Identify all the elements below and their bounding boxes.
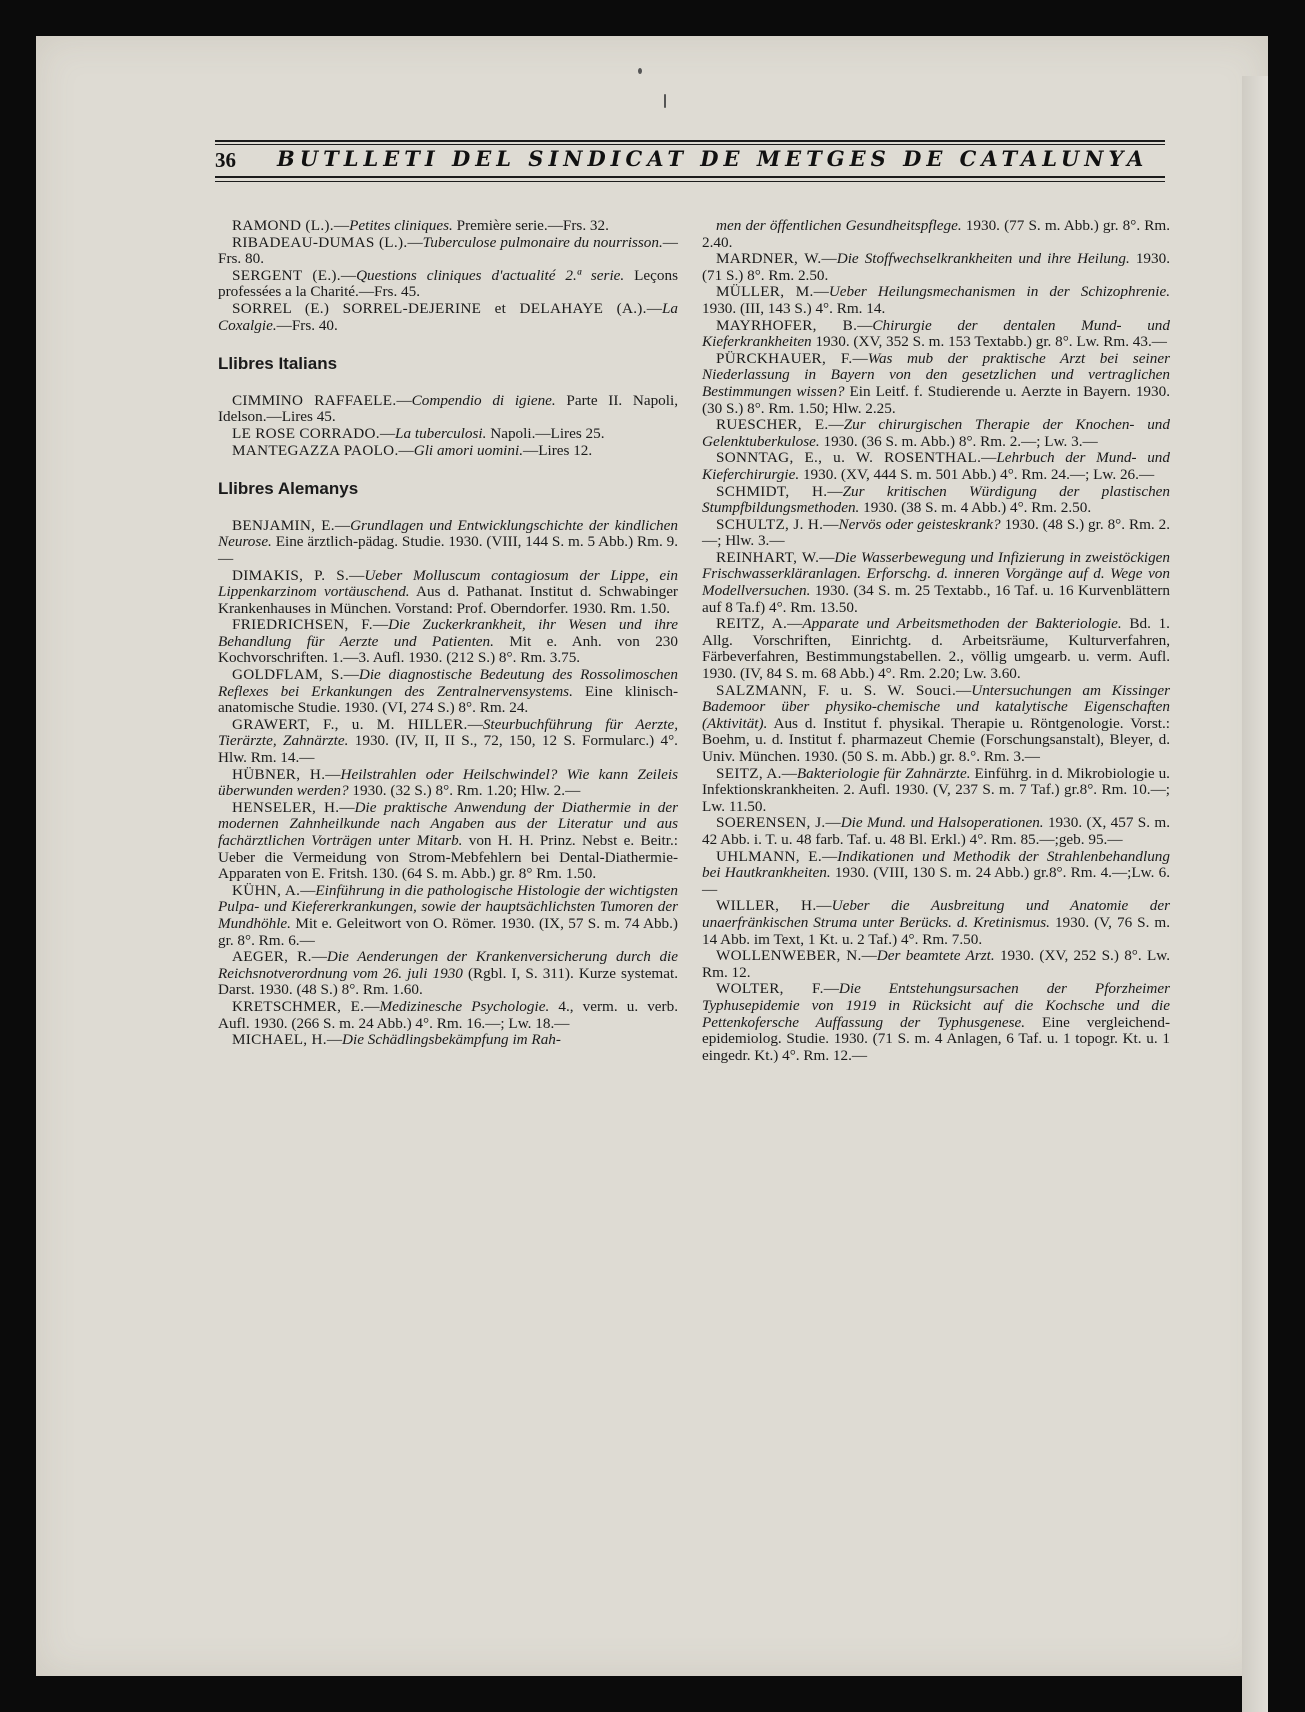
entry-author: CIMMINO RAFFAELE. <box>232 391 397 409</box>
entry-author: MAYRHOFER, B. <box>716 316 858 334</box>
entry-title: Heilstrahlen oder Heilschwindel? Wie kann Zeileis überwunden werden? <box>218 765 678 800</box>
entry-details: Napoli.—Lires 25. <box>486 424 605 442</box>
bibliography-entry <box>218 218 678 235</box>
bibliography-entry <box>702 351 1170 417</box>
ink-speck <box>638 68 642 74</box>
entry-title: Ueber die Ausbreitung und Anatomie der unaerfränkischen Struma unter Berücks. d. Kretinismus. <box>702 897 1170 931</box>
entry-details: 1930. (38 S. m. 4 Abb.) 4°. Rm. 2.50. <box>859 499 1092 517</box>
header-rule-bottom <box>215 176 1165 178</box>
entry-details: 1930. (32 S.) 8°. Rm. 1.20; Hlw. 2.— <box>348 782 581 800</box>
entry-author: REINHART, W. <box>716 548 820 566</box>
entry-title: Die Entstehungsursachen der Pforzheimer Typhusepidemie von 1919 in Rücksicht auf die Kochsche und die Pettenkofersche Auffassung der Typhusgenese. <box>702 980 1170 1031</box>
entry-dash: — <box>828 416 844 434</box>
bibliography-entry <box>218 301 678 334</box>
entry-author: AEGER, R. <box>232 948 312 966</box>
bibliography-entry <box>702 766 1170 816</box>
entry-dash: — <box>340 266 357 284</box>
page-edge <box>1242 76 1268 1712</box>
entry-details: 1930. (VIII, 130 S. m. 24 Abb.) gr.8°. Rm. 4.—;Lw. 6.— <box>702 864 1171 898</box>
entry-title: Ueber Molluscum contagiosum der Lippe, ein Lippenkarzinom vortäuschend. <box>218 566 678 601</box>
entry-details: Bd. 1. Allg. Vorschriften, Einrichtg. d. Arbeitsräume, Kulturverfahren, Färbeverfahren, Bestimmungstabellen. 2., völlig umgearb. u. verm. Aufl. 1930. (IV, 84 S. m. 68 Abb.) 4°. Rm. 2.20; Lw. 3.60. <box>702 615 1170 683</box>
entry-author: MICHAEL, H. <box>232 1031 327 1049</box>
entry-details: 1930. (XV, 444 S. m. 501 Abb.) 4°. Rm. 24.—; Lw. 26.— <box>799 465 1155 483</box>
entry-title: Die Zuckerkrankheit, ihr Wesen und ihre Behandlung für Aerzte und Patienten. <box>218 616 678 650</box>
bibliography-entry <box>702 981 1170 1064</box>
entry-author: SOERENSEN, J. <box>716 814 826 832</box>
entry-details: 1930. (71 S.) 8°. Rm. 2.50. <box>702 250 1170 284</box>
german-entries <box>218 518 678 1049</box>
entry-title: La tuberculosi. <box>395 424 487 442</box>
entry-title: Untersuchungen am Kissinger Bademoor über physiko-chemische und katalytische Eigenschaften (Aktivität). <box>702 681 1170 732</box>
bibliography-entry <box>702 683 1170 766</box>
entry-details: —Frs. 80. <box>218 233 678 268</box>
entry-dash: — <box>861 947 877 965</box>
entry-details: (Rgbl. I, S. 311). Kurze systemat. Darst. 1930. (48 S.) 8°. Rm. 1.60. <box>218 964 679 999</box>
entry-dash: — <box>372 616 389 634</box>
entry-details: 4., verm. u. verb. Aufl. 1930. (266 S. m. 24 Abb.) 4°. Rm. 16.—; Lw. 18.— <box>218 997 678 1032</box>
entry-title: Zur kritischen Würdigung der plastischen Stumpfbildungsmethoden. <box>702 482 1170 517</box>
section-heading-italian: Llibres Italians <box>218 354 338 374</box>
entry-author: FRIEDRICHSEN, F. <box>232 616 373 634</box>
bibliography-entry <box>218 667 678 717</box>
entry-title: Die Schädlingsbekämpfung im Rah- <box>342 1031 561 1049</box>
entry-dash: — <box>326 1031 343 1049</box>
page-number: 36 <box>215 148 236 172</box>
entry-dash: — <box>857 316 873 334</box>
entry-dash: — <box>334 516 351 534</box>
entry-dash: — <box>646 299 662 317</box>
entry-dash: — <box>821 250 837 268</box>
entry-author: SERGENT (E.). <box>232 266 341 284</box>
entry-details: 1930. (77 S. m. Abb.) gr. 8°. Rm. 2.40. <box>702 217 1171 251</box>
entry-details: Aus d. Institut f. physikal. Therapie u. Röntgenologie. Vorst.: Boehm, u. d. Institut f. pharmazeut Chemie (Forschungsanstalt), Bleyer, d. Univ. München. 1930. (50 S. m. Abb.) gr. 8.°. Rm. 3.— <box>702 714 1170 765</box>
entry-title: Die Wasserbewegung und Infizierung in zweistöckigen Frischwasserkläranlagen. Erforschg. d. inneren Vorgänge auf d. Wege von Modellversuchen. <box>702 548 1171 600</box>
entry-author: PÜRCKHAUER, F. <box>716 349 853 367</box>
entry-title: Zur chirurgischen Therapie der Knochen- und Gelenktuberkulose. <box>702 416 1170 450</box>
entry-details: Mit e. Anh. von 230 Kochvorschriften. 1.—3. Aufl. 1930. (212 S.) 8°. Rm. 3.75. <box>218 632 678 667</box>
bibliography-entry <box>218 393 678 426</box>
entry-title: Petites cliniques. <box>349 217 453 234</box>
bibliography-entry <box>702 849 1170 899</box>
entry-dash: — <box>819 548 835 566</box>
entry-dash: — <box>396 391 412 409</box>
left-column <box>218 218 678 1049</box>
entry-title: Apparate und Arbeitsmethoden der Bakteriologie. <box>802 615 1122 633</box>
bibliography-entry <box>702 251 1170 284</box>
bibliography-entry <box>218 883 678 949</box>
entry-details: 1930. (XV, 252 S.) 8°. Lw. Rm. 12. <box>702 947 1170 981</box>
entry-author: WOLTER, F. <box>716 980 824 998</box>
bibliography-entry <box>218 235 678 268</box>
header-rule-top-thin <box>215 144 1165 145</box>
entry-author: HENSELER, H. <box>232 798 340 816</box>
entry-title: Was mub der praktische Arzt bei seiner Niederlassung in Bayern von den gesetzlichen und vertraglichen Bestimmungen wissen? <box>702 349 1171 400</box>
entry-author: GOLDFLAM, S. <box>232 666 344 684</box>
bibliography-entry <box>218 426 678 443</box>
bibliography-entry <box>218 617 678 667</box>
entry-title: Einführung in die pathologische Histologie der wichtigsten Pulpa- und Kiefererkrankungen, sowie der hauptsächlichsten Tumoren der Mundhöhle. <box>218 881 678 932</box>
entry-author: DIMAKIS, P. S. <box>232 566 350 584</box>
entry-details: Eine klinisch-anatomische Studie. 1930. (VI, 274 S.) 8°. Rm. 24. <box>218 682 679 717</box>
ink-speck <box>664 94 666 108</box>
entry-author: GRAWERT, F., u. M. HILLER. <box>232 715 468 733</box>
entry-author: SORREL (E.) SORREL-DEJERINE et DELAHAYE (A.). <box>232 299 647 317</box>
entry-dash: — <box>825 814 841 832</box>
entry-dash: — <box>300 881 316 899</box>
entry-dash: — <box>823 980 839 998</box>
entry-author: LE ROSE CORRADO. <box>232 424 380 442</box>
bibliography-entry <box>702 218 1170 251</box>
entry-dash: — <box>823 515 839 533</box>
entry-details: 1930. (V, 76 S. m. 14 Abb. im Text, 1 Kt. u. 2 Taf.) 4°. Rm. 7.50. <box>702 913 1170 948</box>
entry-dash: — <box>852 349 868 367</box>
entry-author: SONNTAG, E., u. W. ROSENTHAL. <box>716 449 982 467</box>
bibliography-entry <box>218 767 678 800</box>
entry-title: La Coxalgie. <box>218 299 678 334</box>
entry-details: von H. H. Prinz. Nebst e. Beitr.: Ueber die Vermeidung von Strom-Mebfehlern bei Dental-Diathermie-Apparaten von E. Fritsh. 130. (64 S. m. Abb.) gr. 8° Rm. 1.50. <box>218 832 679 883</box>
entry-title: Bakteriologie für Zahnärzte. <box>796 764 971 782</box>
bibliography-entry <box>218 949 678 999</box>
bibliography-entry <box>702 616 1170 682</box>
entry-title: Medizinesche Psychologie. <box>379 997 550 1015</box>
entry-details: 1930. (IV, II, II S., 72, 150, 12 S. Formularc.) 4°. Hlw. Rm. 14.— <box>218 732 678 767</box>
entry-author: KRETSCHMER, E. <box>232 997 365 1015</box>
header-rule-top <box>215 140 1165 142</box>
bibliography-entry <box>702 484 1170 517</box>
entry-dash: — <box>325 765 341 783</box>
entry-author: MANTEGAZZA PAOLO. <box>232 441 399 459</box>
entry-dash: — <box>379 424 396 442</box>
entry-title: Compendio di igiene. <box>411 391 556 409</box>
entry-author: WOLLENWEBER, N. <box>716 947 862 965</box>
entry-author: RIBADEAU-DUMAS (L.). <box>232 233 408 251</box>
entry-author: SEITZ, A. <box>716 764 782 782</box>
entry-dash: — <box>407 233 423 251</box>
entry-details: 1930. (48 S.) gr. 8°. Rm. 2.—; Hlw. 3.— <box>702 515 1170 550</box>
entry-dash: — <box>339 798 355 816</box>
bibliography-entry <box>218 800 678 883</box>
entry-details: Mit e. Geleitwort von O. Römer. 1930. (IX, 57 S. m. 74 Abb.) gr. 8°. Rm. 6.— <box>218 914 678 949</box>
entry-title: Die Aenderungen der Krankenversicherung durch die Reichsnotverordnung vom 26. juli 1930 <box>218 948 679 982</box>
entry-author: SALZMANN, F. u. S. W. Souci. <box>716 681 957 699</box>
entry-details: Eine ärztlich-pädag. Studie. 1930. (VIII, 144 S. m. 5 Abb.) Rm. 9.— <box>218 533 678 567</box>
right-entries <box>702 218 1170 1064</box>
bibliography-entry <box>702 898 1170 948</box>
entry-title: Chirurgie der dentalen Mund- und Kieferkrankheiten <box>702 316 1170 351</box>
page-header <box>215 140 1165 192</box>
entry-author: RAMOND (L.). <box>232 217 334 234</box>
entry-author: MÜLLER, M. <box>716 283 814 301</box>
french-entries <box>218 218 678 334</box>
entry-dash: — <box>821 847 838 865</box>
entry-title: Der beamtete Arzt. <box>876 947 995 965</box>
bibliography-entry <box>218 443 678 460</box>
bibliography-entry <box>218 717 678 767</box>
entry-details: 1930. (X, 457 S. m. 42 Abb. i. T. u. 48 farb. Taf. u. 48 Bl. Erkl.) 4°. Rm. 85.—;geb. 95.— <box>702 814 1170 848</box>
bibliography-entry <box>702 815 1170 848</box>
bibliography-entry <box>702 450 1170 483</box>
bibliography-entry <box>702 284 1170 317</box>
entry-dash: — <box>956 681 972 699</box>
entry-title: Grundlagen und Entwicklungschichte der kindlichen Neurose. <box>218 516 678 551</box>
entry-dash: — <box>981 449 997 467</box>
entry-title: Die Mund. und Halsoperationen. <box>840 814 1044 832</box>
bibliography-entry <box>218 268 678 301</box>
entry-dash: — <box>343 666 359 684</box>
bibliography-entry <box>218 999 678 1032</box>
entry-author: SCHULTZ, J. H. <box>716 515 824 533</box>
entry-dash: — <box>349 566 365 584</box>
entry-dash: — <box>827 482 843 500</box>
entry-author: REITZ, A. <box>716 615 788 633</box>
entry-title: Gli amori uomini. <box>413 441 524 459</box>
entry-title: Lehrbuch der Mund- und Kieferchirurgie. <box>702 449 1170 483</box>
entry-title: Die diagnostische Bedeutung des Rossolimoschen Reflexes bei Erkankungen des Zentralnervensystems. <box>218 666 678 700</box>
running-title: BUTLLETI DEL SINDICAT DE METGES DE CATALUNYA <box>277 146 1149 171</box>
section-heading-german: Llibres Alemanys <box>218 479 359 499</box>
entry-title: Die Stoffwechselkrankheiten und ihre Heilung. <box>836 250 1130 268</box>
entry-title: Nervös oder geisteskrank? <box>838 515 1001 533</box>
entry-details: 1930. (36 S. m. Abb.) 8°. Rm. 2.—; Lw. 3.— <box>819 432 1098 450</box>
entry-title: men der öffentlichen Gesundheitspflege. <box>716 217 962 234</box>
entry-details: 1930. (III, 143 S.) 4°. Rm. 14. <box>702 299 886 317</box>
entry-details: Einführg. in d. Mikrobiologie u. Infektionskrankheiten. 2. Aufl. 1930. (V, 237 S. m. 7 Taf.) gr.8°. Rm. 10.—; Lw. 11.50. <box>702 764 1170 815</box>
entry-dash: — <box>781 764 797 782</box>
italian-entries <box>218 393 678 459</box>
entry-title: Ueber Heilungsmechanismen in der Schizophrenie. <box>828 283 1171 301</box>
entry-author: KÜHN, A. <box>232 881 301 899</box>
bibliography-entry <box>702 550 1170 616</box>
bibliography-entry <box>702 517 1170 550</box>
entry-details: Aus d. Pathanat. Institut d. Schwabinger Krankenhauses in München. Vorstand: Prof. Oberndorfer. 1930. Rm. 1.50. <box>218 583 678 617</box>
entry-dash: — <box>364 997 380 1015</box>
entry-title: Steurbuchführung für Aerzte, Tierärzte, Zahnärzte. <box>218 715 678 750</box>
entry-dash: — <box>398 441 414 459</box>
entry-author: HÜBNER, H. <box>232 765 326 783</box>
entry-dash: — <box>813 283 829 301</box>
entry-details: 1930. (XV, 352 S. m. 153 Textabb.) gr. 8°. Lw. Rm. 43.— <box>811 333 1167 351</box>
entry-dash: — <box>787 615 803 633</box>
entry-details: Parte II. Napoli, Idelson.—Lires 45. <box>218 391 679 426</box>
entry-dash: — <box>333 217 350 234</box>
entry-author: WILLER, H. <box>716 897 817 915</box>
entry-author: SCHMIDT, H. <box>716 482 828 500</box>
entry-dash: — <box>311 948 327 966</box>
entry-details: Leçons professées a la Charité.—Frs. 45. <box>218 266 678 301</box>
entry-details: Première serie.—Frs. 32. <box>452 217 609 234</box>
entry-title: Die praktische Anwendung der Diathermie in der modernen Zahnheilkunde nach Angaben aus der Literatur und aus fachärztlichen Vorträgen unter Mitarb. <box>218 798 678 849</box>
entry-dash: — <box>467 715 483 733</box>
entry-details: —Lires 12. <box>523 441 593 459</box>
entry-author: RUESCHER, E. <box>716 416 829 434</box>
entry-details: —Frs. 40. <box>276 316 338 334</box>
header-rule-bottom-thin <box>215 181 1165 182</box>
bibliography-entry <box>218 568 678 618</box>
entry-title: Indikationen und Methodik der Strahlenbehandlung bei Hautkrankheiten. <box>702 847 1170 882</box>
entry-author: MARDNER, W. <box>716 250 822 268</box>
entry-title: Questions cliniques d'actualité 2.ª serie. <box>356 266 625 284</box>
bibliography-entry <box>702 948 1170 981</box>
bibliography-entry <box>218 518 678 568</box>
right-column <box>702 218 1170 1064</box>
entry-details: 1930. (34 S. m. 25 Textabb., 16 Taf. u. 16 Kurvenblättern auf 8 Ta.f) 4°. Rm. 13.50. <box>702 582 1170 616</box>
entry-details: Eine vergleichend-epidemiolog. Studie. 1930. (71 S. m. 4 Anlagen, 6 Taf. u. 1 topogr. Kt. u. 1 eingedr. Kt.) 4°. Rm. 12.— <box>702 1013 1170 1064</box>
bibliography-entry <box>218 1032 678 1049</box>
bibliography-entry <box>702 417 1170 450</box>
entry-author: BENJAMIN, E. <box>232 516 335 534</box>
entry-title: Tuberculose pulmonaire du nourrisson. <box>422 233 663 251</box>
entry-author: UHLMANN, E. <box>716 847 822 865</box>
entry-details: Ein Leitf. f. Studierende u. Aerzte in Bayern. 1930. (30 S.) 8°. Rm. 1.50; Hlw. 2.25. <box>702 382 1170 417</box>
bibliography-entry <box>702 318 1170 351</box>
entry-dash: — <box>816 897 832 915</box>
